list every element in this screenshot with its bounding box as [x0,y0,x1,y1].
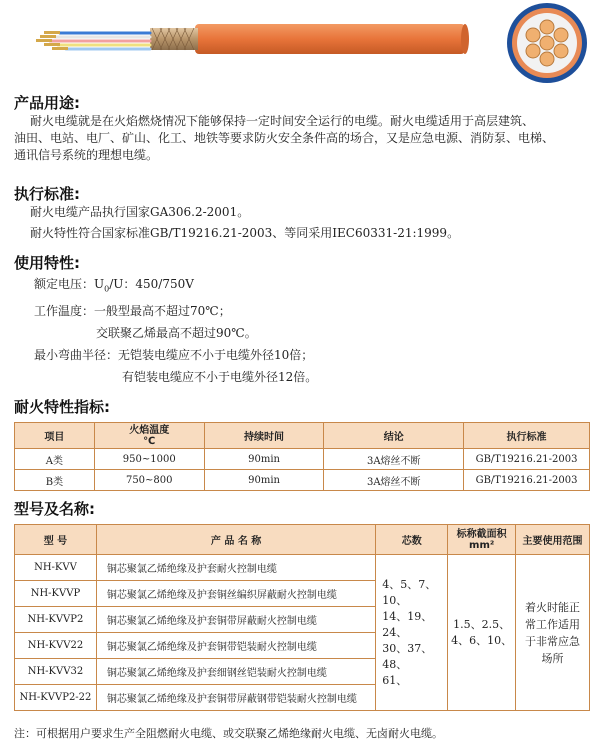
model-name-cell: 铜芯聚氯乙烯绝缘及护套细钢丝铠装耐火控制电缆 [96,659,375,685]
voltage-line [34,274,317,299]
fire-cell: 3A熔丝不断 [324,470,464,491]
models-col-usage: 主要使用范围 [516,525,590,555]
table-row [15,449,590,470]
usage-line-2: 油田、电站、电厂、矿山、化工、地铁等要求防火安全条件高的场合，又是应急电源、消防泵、电梯、 [14,131,555,145]
models-table [14,524,590,711]
models-col-model: 型 号 [15,525,97,555]
usage-line-3: 通讯信号系统的理想电缆。 [14,148,159,162]
fire-table-header [15,423,590,449]
fire-table [14,422,590,491]
models-col-cores: 芯数 [376,525,448,555]
cable-cross-section [506,2,588,84]
model-cell: NH-KVV22 [15,633,97,659]
usage-cell [516,555,590,711]
bend-label: 最小弯曲半径： [34,348,119,363]
cores-line: 14、19、24、 [382,609,433,639]
model-name-cell: 铜芯聚氯乙烯绝缘及护套铜带屏蔽钢带铠装耐火控制电缆 [96,685,375,711]
fire-cell: 90min [204,470,324,491]
model-cell: NH-KVVP2 [15,607,97,633]
features-paragraph [34,274,317,387]
temp-label: 工作温度： [34,304,95,319]
table-row [15,470,590,491]
temp-value-2: 交联聚乙烯最高不超过90℃。 [96,326,257,341]
model-cell: NH-KVVP [15,581,97,607]
model-cell: NH-KVVP2-22 [15,685,97,711]
usage-line: 于非常应急 [525,634,581,648]
footnote: 注：可根据用户要求生产全阻燃耐火电缆、或交联聚乙烯绝缘耐火电缆、无卤耐火电缆。 [14,727,443,740]
features-heading: 使用特性: [14,254,80,272]
bend-value-2: 有铠装电缆应不小于电缆外径12倍。 [122,370,318,385]
fire-cell: GB/T19216.21-2003 [464,449,590,470]
standard-paragraph [30,204,459,242]
section-line: 4、6、10、 [451,633,513,647]
section-cell [448,555,516,711]
usage-line: 场所 [541,651,564,665]
usage-paragraph [14,113,590,164]
model-name-cell: 铜芯聚氯乙烯绝缘及护套铜丝编织屏蔽耐火控制电缆 [96,581,375,607]
fire-cell: B类 [15,470,95,491]
model-cell: NH-KVV [15,555,97,581]
fire-cell: A类 [15,449,95,470]
voltage-label: 额定电压： [34,277,95,291]
models-col-section-label: 标称截面积 [456,528,507,540]
model-name-cell: 铜芯聚氯乙烯绝缘及护套铜带铠装耐火控制电缆 [96,633,375,659]
section-line: 1.5、2.5、 [453,617,511,631]
fire-col-result: 结论 [324,423,464,449]
fire-cell: 750~800 [94,470,204,491]
usage-line: 常工作适用 [525,617,581,631]
fire-cell: 3A熔丝不断 [324,449,464,470]
fire-col-temp-label: 火焰温度 [129,424,170,436]
voltage-rest: /U：450/750V [109,277,194,291]
standard-heading: 执行标准: [14,185,80,203]
cable-illustration [0,0,470,80]
standard-line-2: 耐火特性符合国家标准GB/T19216.21-2003、等同采用IEC60331-21:1999。 [30,226,460,240]
cores-cell [376,555,448,711]
fire-cell: GB/T19216.21-2003 [464,470,590,491]
fire-col-temp [94,423,204,449]
usage-line: 着火时能正 [525,600,581,614]
models-heading: 型号及名称: [14,500,95,518]
models-table-header [15,525,590,555]
voltage-u0: U [94,277,105,291]
fire-cell: 90min [204,449,324,470]
usage-line-1: 耐火电缆就是在火焰燃烧情况下能够保持一定时间安全运行的电缆。耐火电缆适用于高层建筑、 [30,114,535,128]
standard-line-1: 耐火电缆产品执行国家GA306.2-2001。 [30,205,250,219]
fire-col-duration: 持续时间 [204,423,324,449]
fire-col-temp-unit: ℃ [143,435,156,447]
temp-value-1: 一般型最高不超过70℃； [94,304,231,319]
model-cell: NH-KVV32 [15,659,97,685]
models-col-section-unit: mm² [469,539,495,551]
temp-line [34,301,317,321]
cores-line: 4、5、7、10、 [382,577,437,607]
models-col-section [448,525,516,555]
model-name-cell: 铜芯聚氯乙烯绝缘及护套耐火控制电缆 [96,555,375,581]
cores-line: 61、 [382,673,408,687]
voltage-sub: 0 [104,284,110,294]
usage-heading: 产品用途: [14,94,80,112]
fire-col-standard: 执行标准 [464,423,590,449]
table-row [15,555,590,581]
model-name-cell: 铜芯聚氯乙烯绝缘及护套铜带屏蔽耐火控制电缆 [96,607,375,633]
bend-line [34,345,317,365]
fire-col-item: 项目 [15,423,95,449]
fire-heading: 耐火特性指标: [14,398,110,416]
cores-line: 30、37、48、 [382,641,433,671]
bend-value-1: 无铠装电缆应不小于电缆外径10倍； [118,348,314,363]
fire-cell: 950~1000 [94,449,204,470]
models-col-name: 产 品 名 称 [96,525,375,555]
